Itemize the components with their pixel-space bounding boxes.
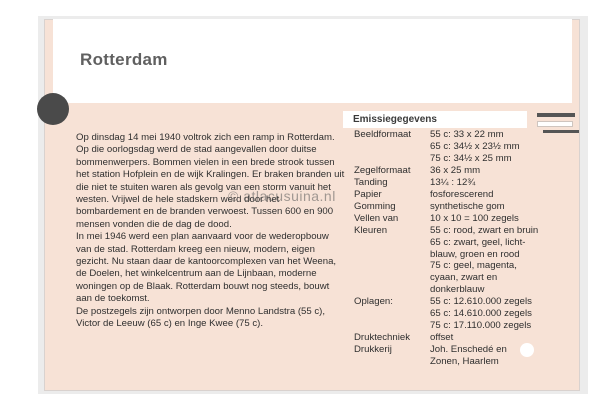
punch-hole-decoration — [37, 93, 69, 125]
spec-value: synthetische gom — [430, 200, 505, 212]
spec-value: offset — [430, 332, 454, 344]
spec-label: Vellen van — [354, 212, 399, 224]
paragraph: Op dinsdag 14 mei 1940 voltrok zich een ramp in Rotterdam. Op die oorlogsdag werd de stad aangevallen door duitse bommenwerpers. Bommen vielen in een brede strook tussen het station Hofplein en de wijk Kralingen. Er braken branden uit die niet te stuiten waren als gevolg van een storm vanuit het westen. Vrijwel de hele stadskern werd door het bombardement en de branden verwoest. Tussen 600 en 900 mensen vonden die de dag de dood. — [76, 132, 345, 230]
spec-label: Druktechniek — [354, 332, 410, 344]
spec-label: Papier — [354, 188, 382, 200]
paragraph: In mei 1946 werd een plan aanvaard voor de wederopbouw van de stad. Rotterdam kreeg een nieuw, modern, eigen gezicht. Nu staan daar de kantoorcomplexen van het Weena, de Doelen, het winkelcentrum aan de Lijnbaan, moderne woningen op de Blaak. Rotterdam bouwt nog steeds, bouwt aan de toekomst. — [76, 231, 337, 305]
spec-label: Drukkerij — [354, 344, 392, 356]
spec-value: 10 x 10 = 100 zegels — [430, 212, 519, 224]
bar-dark — [543, 130, 579, 133]
bar-light — [537, 121, 573, 127]
spec-value: donkerblauw — [430, 284, 485, 296]
spec-value: 55 c: rood, zwart en bruin — [430, 224, 539, 236]
spec-label: Tanding — [354, 176, 388, 188]
spec-label: Zegelformaat — [354, 164, 411, 176]
spec-value: 55 c: 12.610.000 zegels — [430, 296, 532, 308]
spec-value: 65 c: 34½ x 23½ mm — [430, 140, 520, 152]
spec-value: 65 c: zwart, geel, licht- — [430, 236, 526, 248]
spec-value: Joh. Enschedé en — [430, 344, 507, 356]
spec-label: Beeldformaat — [354, 129, 412, 140]
page-title: Rotterdam — [80, 50, 168, 69]
paragraph: De postzegels zijn ontworpen door Menno Landstra (55 c), Victor de Leeuw (65 c) en Inge Kwee (75 c). — [76, 305, 326, 330]
spec-value: 13¼ : 12¾ — [430, 176, 476, 188]
spec-value: 65 c: 14.610.000 zegels — [430, 308, 532, 320]
spec-value: Zonen, Haarlem — [430, 356, 499, 368]
emission-heading: Emissiegegevens — [343, 111, 527, 128]
punch-hole-small-decoration — [520, 343, 534, 357]
spec-value: 55 c: 33 x 22 mm — [430, 129, 504, 140]
spec-value: 75 c: 34½ x 25 mm — [430, 152, 512, 164]
spec-label: Kleuren — [354, 224, 388, 236]
spec-value: fosforescerend — [430, 188, 494, 200]
watermark: © atlacusuina.nl — [228, 188, 336, 204]
spec-value: blauw, groen en rood — [430, 248, 520, 260]
spec-value: 75 c: geel, magenta, — [430, 260, 517, 272]
spec-label: Gomming — [354, 200, 396, 212]
bar-dark — [537, 113, 575, 117]
spec-value: cyaan, zwart en — [430, 272, 498, 284]
spec-value: 36 x 25 mm — [430, 164, 481, 176]
spec-label: Oplagen: — [354, 296, 393, 308]
spec-value: 75 c: 17.110.000 zegels — [430, 320, 532, 332]
body-text — [76, 132, 346, 331]
